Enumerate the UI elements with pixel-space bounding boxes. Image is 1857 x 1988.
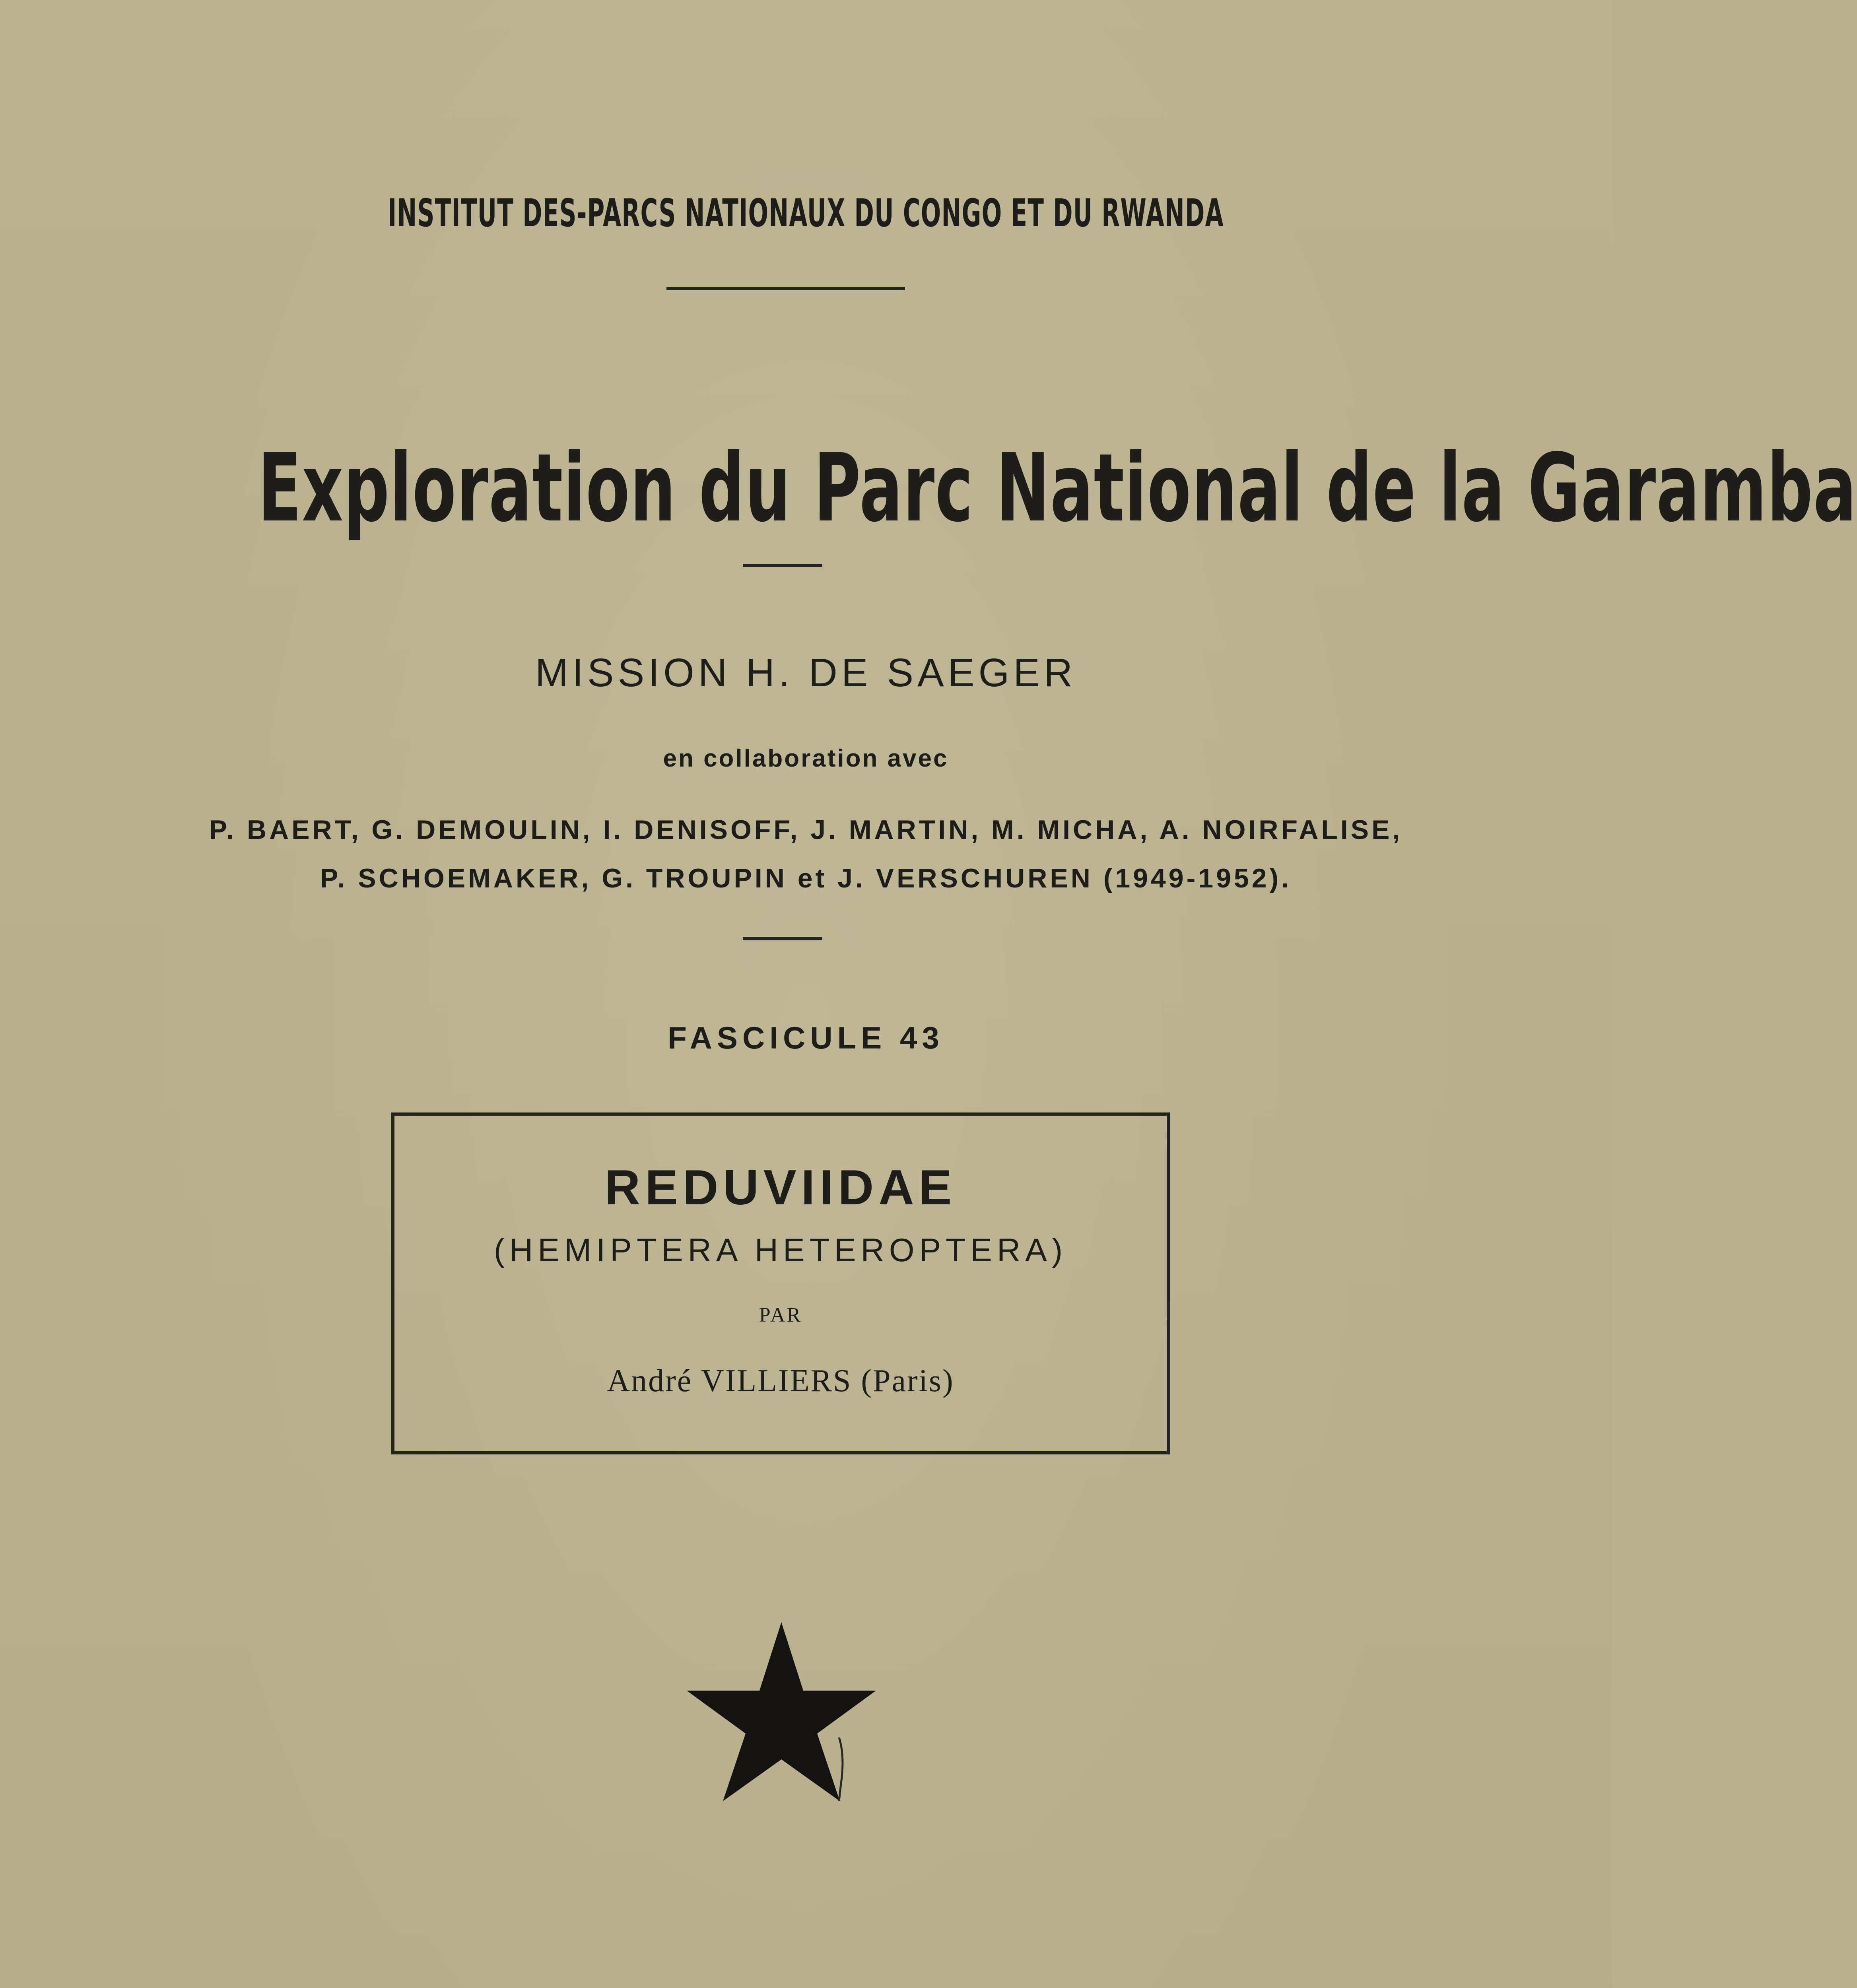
mission-name: MISSION H. DE SAEGER	[535, 650, 1077, 695]
author-name: André VILLIERS (Paris)	[607, 1363, 954, 1398]
star-icon	[682, 1618, 881, 1801]
work-subtitle: (HEMIPTERA HETEROPTERA)	[493, 1232, 1068, 1268]
fascicule-number: FASCICULE 43	[668, 1020, 944, 1055]
by-label: PAR	[759, 1304, 802, 1326]
contributors-line-1: P. BAERT, G. DEMOULIN, I. DENISOFF, J. MARTIN, M. MICHA, A. NOIRFALISE,	[209, 815, 1403, 845]
series-title: Exploration du Parc National de la Garamba	[258, 433, 1857, 543]
collaboration-label: en collaboration avec	[663, 745, 949, 772]
divider-rule	[743, 564, 822, 567]
divider-rule	[666, 287, 905, 290]
work-title-box	[391, 1112, 1170, 1454]
institute-heading: INSTITUT DES-PARCS NATIONAUX DU CONGO ET DU RWANDA	[388, 191, 1224, 235]
work-title: REDUVIIDAE	[604, 1160, 957, 1215]
divider-rule	[743, 937, 822, 940]
contributors-line-2: P. SCHOEMAKER, G. TROUPIN et J. VERSCHUREN (1949-1952).	[320, 863, 1292, 893]
